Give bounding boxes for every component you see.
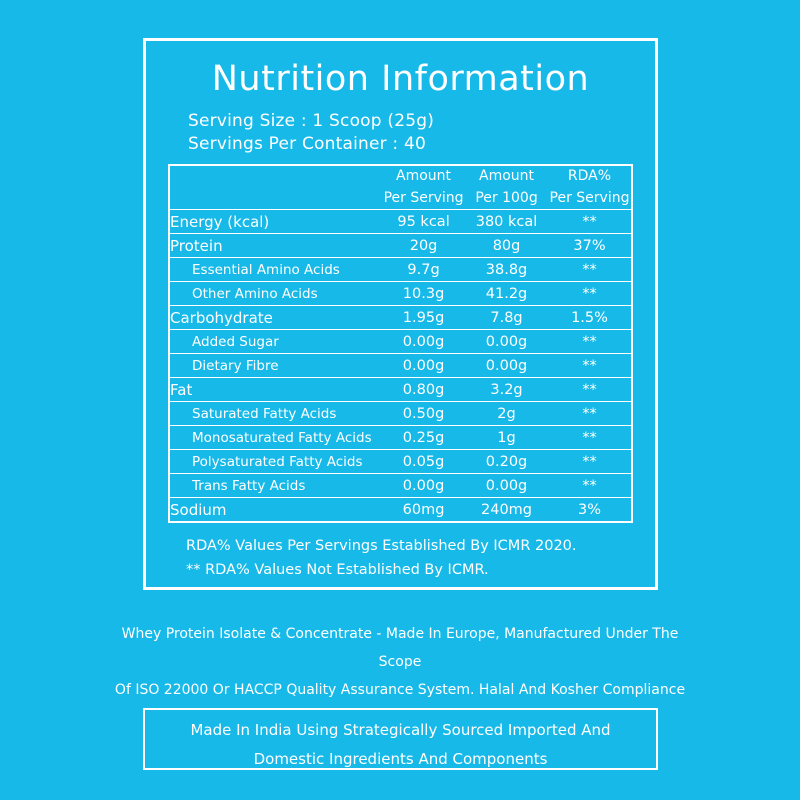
row-per-100g: 2g	[465, 402, 548, 426]
row-per-serving: 9.7g	[382, 258, 465, 282]
table-row	[170, 210, 631, 234]
row-per-100g: 38.8g	[465, 258, 548, 282]
row-per-serving: 1.95g	[382, 306, 465, 330]
row-rda: 3%	[577, 501, 601, 518]
row-per-serving: 0.25g	[382, 426, 465, 450]
header-amount-per-serving-line2: Per Serving	[383, 189, 464, 206]
row-label: Polysaturated Fatty Acids	[170, 450, 382, 474]
row-rda: **	[548, 450, 631, 474]
row-per-100g: 0.20g	[465, 450, 548, 474]
page-title: Nutrition Information	[211, 59, 590, 99]
row-label: Carbohydrate	[170, 306, 382, 330]
nutrition-table-wrapper	[168, 164, 633, 523]
row-rda: **	[548, 378, 631, 402]
sourcing-statement-line2: Of ISO 22000 Or HACCP Quality Assurance System. Halal And Kosher Compliance	[114, 682, 686, 698]
row-label: Protein	[170, 234, 382, 258]
row-label: Energy (kcal)	[170, 210, 382, 234]
header-amount-per-100g-line2: Per 100g	[475, 189, 538, 206]
header-rda-line1: RDA%	[567, 168, 612, 184]
footnotes	[168, 535, 633, 583]
row-rda: 37%	[548, 234, 631, 258]
row-per-100g: 380 kcal	[465, 210, 548, 234]
table-row	[170, 402, 631, 426]
row-per-serving: 60mg	[402, 501, 445, 518]
sourcing-statement-line1: Whey Protein Isolate & Concentrate - Made In Europe, Manufactured Under The Scope	[121, 626, 679, 670]
row-per-serving: 10.3g	[382, 282, 465, 306]
row-per-serving: 0.00g	[382, 354, 465, 378]
row-per-100g: 1g	[465, 426, 548, 450]
row-per-serving: 95 kcal	[382, 210, 465, 234]
header-amount-per-serving	[382, 166, 465, 210]
row-label: Other Amino Acids	[170, 282, 382, 306]
row-per-serving: 0.00g	[382, 474, 465, 498]
header-amount-per-100g-line1: Amount	[479, 168, 535, 184]
row-per-100g: 0.00g	[465, 330, 548, 354]
row-per-100g: 240mg	[481, 501, 533, 518]
row-label: Fat	[170, 378, 382, 402]
made-in-india-line2: Domestic Ingredients And Components	[253, 750, 548, 769]
header-amount-per-serving-line1: Amount	[396, 168, 452, 184]
row-per-serving: 20g	[382, 234, 465, 258]
row-label: Sodium	[170, 500, 227, 519]
row-rda: **	[548, 210, 631, 234]
row-per-100g: 0.00g	[465, 354, 548, 378]
row-label: Monosaturated Fatty Acids	[170, 426, 382, 450]
nutrition-panel	[143, 38, 658, 590]
row-rda: **	[548, 258, 631, 282]
row-per-100g: 7.8g	[465, 306, 548, 330]
footnote-rda: RDA% Values Per Servings Established By ICMR 2020.	[186, 538, 577, 555]
row-label: Saturated Fatty Acids	[170, 402, 382, 426]
row-per-100g: 0.00g	[465, 474, 548, 498]
row-rda: **	[548, 426, 631, 450]
row-label: Trans Fatty Acids	[170, 474, 382, 498]
servings-per-container-text: Servings Per Container : 40	[188, 134, 426, 154]
row-per-serving: 0.50g	[382, 402, 465, 426]
table-row	[170, 426, 631, 450]
table-row	[170, 450, 631, 474]
made-in-india-line1: Made In India Using Strategically Sourced Imported And	[190, 721, 611, 739]
table-header-row	[170, 166, 631, 210]
row-label: Essential Amino Acids	[170, 258, 382, 282]
row-rda: **	[548, 330, 631, 354]
table-row	[170, 306, 631, 330]
serving-size-text: Serving Size : 1 Scoop (25g)	[188, 111, 435, 131]
table-row	[170, 378, 631, 402]
made-in-india-box	[143, 708, 658, 770]
sourcing-statement	[100, 620, 700, 704]
row-rda: **	[548, 282, 631, 306]
header-amount-per-100g	[465, 166, 548, 210]
row-per-100g: 3.2g	[465, 378, 548, 402]
table-row	[170, 282, 631, 306]
row-per-100g: 80g	[465, 234, 548, 258]
row-per-serving: 0.80g	[382, 378, 465, 402]
table-row	[170, 474, 631, 498]
table-row	[170, 234, 631, 258]
row-label: Dietary Fibre	[170, 354, 382, 378]
row-rda: 1.5%	[548, 306, 631, 330]
nutrition-table	[170, 166, 631, 521]
header-blank	[170, 166, 382, 210]
table-row	[170, 258, 631, 282]
nutrition-table-body	[170, 166, 631, 521]
row-label: Added Sugar	[170, 330, 382, 354]
table-row	[170, 498, 631, 522]
row-rda: **	[548, 402, 631, 426]
footnote-asterisk: ** RDA% Values Not Established By ICMR.	[186, 562, 489, 579]
table-row	[170, 330, 631, 354]
row-per-serving: 0.05g	[382, 450, 465, 474]
row-per-serving: 0.00g	[382, 330, 465, 354]
header-rda-line2: Per Serving	[549, 189, 630, 206]
table-row	[170, 354, 631, 378]
row-per-100g: 41.2g	[465, 282, 548, 306]
row-rda: **	[548, 354, 631, 378]
header-rda-per-serving	[548, 166, 631, 210]
row-rda: **	[548, 474, 631, 498]
